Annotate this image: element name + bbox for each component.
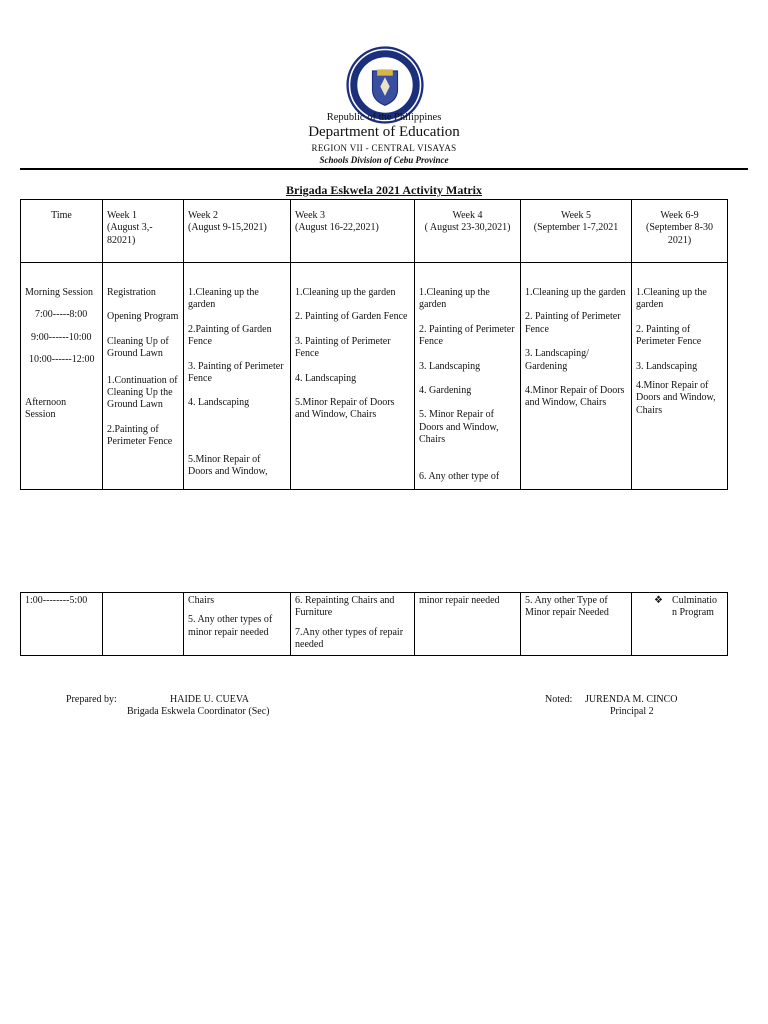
activity-item: 7.Any other types of repair needed <box>295 626 404 651</box>
activity-item: 2. Painting of Garden Fence <box>295 311 408 323</box>
header-week2: Week 2 (August 9-15,2021) <box>184 200 291 263</box>
activity-item: 1.Cleaning up the garden <box>295 287 396 298</box>
activity-item: 6. Any other type of <box>419 470 500 482</box>
header-time: Time <box>21 200 103 263</box>
morning-session-label: Morning Session <box>25 287 94 298</box>
time-cell <box>21 263 103 490</box>
activity-item: 4. Landscaping <box>295 372 357 384</box>
activity-item: Opening Program <box>107 311 179 323</box>
activity-item: Culminatio n Program <box>672 595 717 619</box>
header-divider <box>20 168 748 170</box>
activity-item: 2. Painting of Perimeter Fence <box>636 323 702 348</box>
activity-item: 2.Painting of Garden Fence <box>188 323 272 348</box>
activity-matrix-continuation <box>20 592 728 656</box>
activity-item: 3. Landscaping <box>419 360 481 372</box>
activity-item: 5.Minor Repair of Doors and Window, <box>188 453 268 478</box>
activity-item: Cleaning Up of Ground Lawn <box>107 335 169 360</box>
activity-item: 1.Cleaning up the garden <box>636 287 707 311</box>
matrix-title: Brigada Eskwela 2021 Activity Matrix <box>286 183 482 197</box>
header-week4: Week 4 ( August 23-30,2021) <box>415 200 521 263</box>
activity-item: 4. Gardening <box>419 385 472 397</box>
activity-item: 6. Repainting Chairs and Furniture <box>295 595 395 619</box>
region-line: REGION VII - CENTRAL VISAYAS <box>311 143 457 153</box>
week1-cont-cell <box>103 593 184 656</box>
activity-item: 3. Landscaping/ Gardening <box>525 348 589 372</box>
department-name: Department of Education <box>308 124 460 140</box>
activity-item: 4.Minor Repair of Doors and Window, Chairs <box>636 380 716 416</box>
time-slot: 9:00------10:00 <box>31 331 92 343</box>
noted-by-label: Noted: <box>545 694 573 705</box>
header-week6: Week 6-9 (September 8-30 2021) <box>632 200 728 263</box>
republic-line: Republic of the Philippines <box>326 112 442 123</box>
prepared-by-label: Prepared by: <box>66 694 117 705</box>
activity-item: 1.Cleaning up the garden <box>525 287 626 298</box>
activity-item: 2. Painting of Perimeter Fence <box>525 311 621 335</box>
week2-cell <box>184 263 291 490</box>
week4-cont-cell: minor repair needed <box>415 593 521 656</box>
activity-item: Registration <box>107 287 156 298</box>
week3-cont-cell <box>291 593 415 656</box>
activity-item: 1.Cleaning up the garden <box>419 287 490 311</box>
activities-row <box>21 263 728 490</box>
division-line: Schools Division of Cebu Province <box>319 155 449 165</box>
header-row <box>21 200 728 263</box>
activity-matrix-table <box>20 199 728 490</box>
afternoon-time-cell: 1:00--------5:00 <box>21 593 103 656</box>
diamond-bullet-icon: ❖ <box>654 595 663 606</box>
week3-cell <box>291 263 415 490</box>
activity-item: 2. Painting of Perimeter Fence <box>419 323 515 348</box>
week5-cont-cell: 5. Any other Type of Minor repair Needed <box>521 593 632 656</box>
activity-item: 4.Minor Repair of Doors and Window, Chairs <box>525 385 625 409</box>
activity-item: 5.Minor Repair of Doors and Window, Chairs <box>295 397 395 421</box>
week5-cell <box>521 263 632 490</box>
week6-cell <box>632 263 728 490</box>
time-slot: 10:00------12:00 <box>29 354 95 366</box>
activity-item: 4. Landscaping <box>188 397 250 409</box>
header-week3: Week 3 (August 16-22,2021) <box>291 200 415 263</box>
afternoon-session-label: Afternoon Session <box>25 396 67 421</box>
activity-item: 3. Painting of Perimeter Fence <box>188 360 284 385</box>
prepared-by-name: HAIDE U. CUEVA <box>170 694 249 705</box>
time-slot: 7:00-----8:00 <box>35 309 88 321</box>
noted-by-title: Principal 2 <box>610 706 654 717</box>
activity-item: 3. Painting of Perimeter Fence <box>295 335 391 360</box>
activity-item: Chairs <box>188 595 215 606</box>
prepared-by-title: Brigada Eskwela Coordinator (Sec) <box>127 706 270 717</box>
header-week5: Week 5 (September 1-7,2021 <box>521 200 632 263</box>
activity-item: 5. Any other types of minor repair needed <box>188 614 273 638</box>
activity-item: 1.Cleaning up the garden <box>188 287 259 311</box>
week2-cont-cell <box>184 593 291 656</box>
seal-torch <box>377 69 393 75</box>
noted-by-name: JURENDA M. CINCO <box>585 694 678 705</box>
activity-item: 2.Painting of Perimeter Fence <box>107 423 173 448</box>
week6-cont-cell <box>632 593 728 656</box>
activity-item: 1.Continuation of Cleaning Up the Ground Lawn <box>107 374 178 411</box>
activity-item: 5. Minor Repair of Doors and Window, Chairs <box>419 409 499 446</box>
header-week1: Week 1 (August 3,- 82021) <box>103 200 184 263</box>
week4-cell <box>415 263 521 490</box>
continuation-row <box>21 593 728 656</box>
week1-cell <box>103 263 184 490</box>
activity-item: 3. Landscaping <box>636 360 698 372</box>
